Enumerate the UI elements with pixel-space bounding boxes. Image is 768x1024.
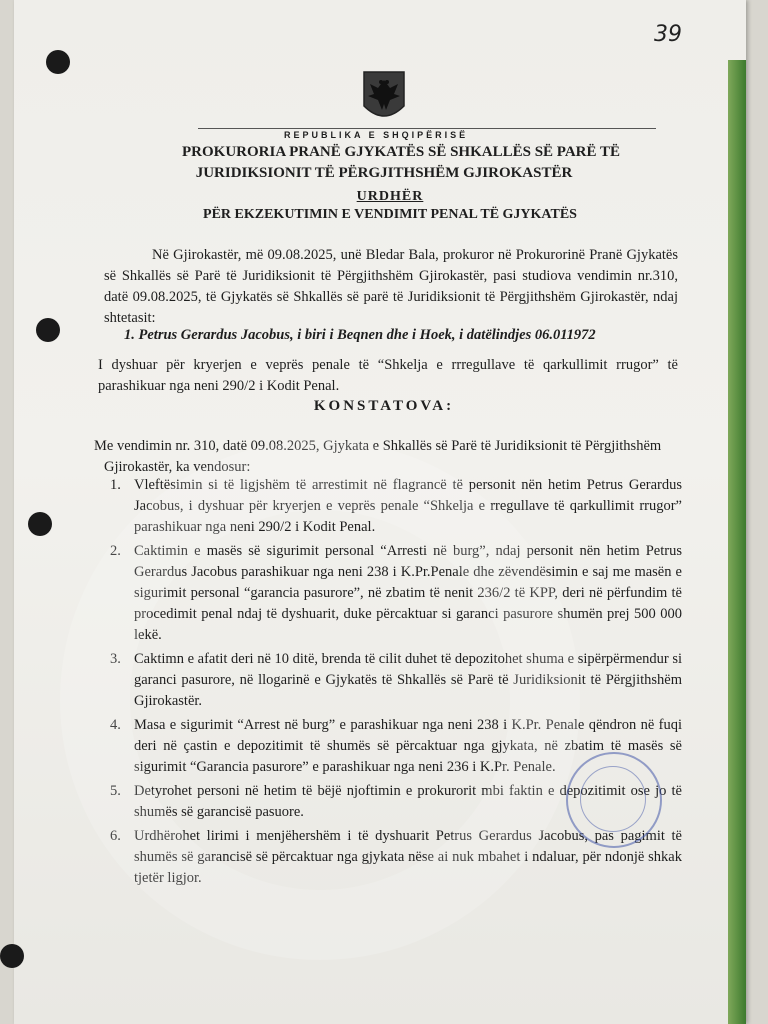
item-number: 4. <box>110 717 121 733</box>
item-text: Urdhërohet lirimi i menjëhershëm i të dyshuarit Petrus Gerardus Jacobus, pas pagimit të shumës së garancisë së përcaktuar nga gjykata nëse ai nuk mbahet i ndaluar, për ndonjë shkak tjetër ligjor. <box>134 828 682 886</box>
intro-paragraph: Në Gjirokastër, më 09.08.2025, unë Bledar Bala, prokuror në Prokurorinë Pranë Gjykatës së Shkallës së Parë të Juridiksionit të Përgjithshëm Gjirokastër, pasi studiova vendimin nr.310, datë 09.08.2025, të Gjykatës së Shkallës së parë të Juridiksionit të Përgjithshëm Gjirokastër, ndaj shtetasit: <box>104 247 678 326</box>
list-item <box>104 475 682 538</box>
item-text: Detyrohet personi në hetim të bëjë njoftimin e prokurorit mbi faktin e depozitimit ose jo të shumës së garancisë pasuore. <box>134 783 682 820</box>
list-item <box>104 649 682 712</box>
albanian-eagle-emblem-icon <box>360 66 408 128</box>
decision-line-2: Gjirokastër, ka vendosur: <box>104 459 251 475</box>
item-number: 6. <box>110 828 121 844</box>
suspect-paragraph: I dyshuar për kryerjen e veprës penale të “Shkelja e rrregullave të qarkullimit rrugor” të parashikuar nga neni 290/2 i Kodit Penal. <box>98 357 678 394</box>
decision-paragraph <box>94 436 682 478</box>
person-line: 1. Petrus Gerardus Jacobus, i biri i Beqnen dhe i Hoek, i datëlindjes 06.011972 <box>124 327 596 343</box>
item-text: Masa e sigurimit “Arrest në burg” e parashikuar nga neni 238 i K.Pr. Penale qëndron në fuqi deri në çastin e depozitimit të shumës së përcaktuar nga gjykata, në zbatim të masës së sigurimit “Garancia pasurore” e parashikuar nga neni 236 i K.Pr. Penale. <box>134 717 682 775</box>
punch-hole <box>28 512 52 536</box>
item-text: Caktimn e afatit deri në 10 ditë, brenda të cilit duhet të depozitohet shuma e sipërpërmendur si garanci pasurore, në llogarinë e Gjykatës të Shkallës së Parë të Juridiksionit të Përgjithshëm Gjirokastër. <box>134 651 683 709</box>
item-number: 5. <box>110 783 121 799</box>
item-text: Caktimin e masës së sigurimit personal “Arresti në burg”, ndaj personit nën hetim Petrus Gerardus Jacobus parashikuar nga neni 238 i K.Pr.Penale dhe zëvendësimin e saj me masën e sigurimit personal “garancia pasurore”, në zbatim të nenit 236/2 të KPP, deri në përfundim të procedimit penal ndaj të dyshuarit, duke përcaktuar si garanci pasurore shumën prej 500 000 lekë. <box>134 543 682 643</box>
institution-line-1: PROKURORIA PRANË GJYKATËS SË SHKALLËS SË PARË TË <box>181 144 620 160</box>
punch-hole <box>36 318 60 342</box>
item-number: 1. <box>110 477 121 493</box>
official-stamp <box>566 752 662 848</box>
document-subtitle: PËR EKZEKUTIMIN E VENDIMIT PENAL TË GJYKATËS <box>203 207 577 222</box>
item-number: 3. <box>110 651 121 667</box>
page-number: 39 <box>654 22 682 47</box>
punch-hole <box>0 944 24 968</box>
list-item <box>104 541 682 646</box>
punch-hole <box>46 50 70 74</box>
item-number: 2. <box>110 543 121 559</box>
document-title: URDHËR <box>356 189 424 204</box>
konstatova-heading: KONSTATOVA: <box>313 398 455 414</box>
header-rule <box>198 128 656 129</box>
institution-line-2: JURIDIKSIONIT TË PËRGJITHSHËM GJIROKASTËR <box>195 165 573 181</box>
decision-line-1: Me vendimin nr. 310, datë 09.08.2025, Gjykata e Shkallës së Parë të Juridiksionit të Përgjithshëm <box>94 438 662 454</box>
republic-label: REPUBLIKA E SHQIPËRISË <box>284 130 469 140</box>
item-text: Vleftësimin si të ligjshëm të arrestimit në flagrancë të personit nën hetim Petrus Gerardus Jacobus, i dyshuar për kryerjen e veprës penale “Shkelja e rregullave të qarkullimit rrugor” parashikuar nga neni 290/2 i Kodit Penal. <box>134 477 682 535</box>
